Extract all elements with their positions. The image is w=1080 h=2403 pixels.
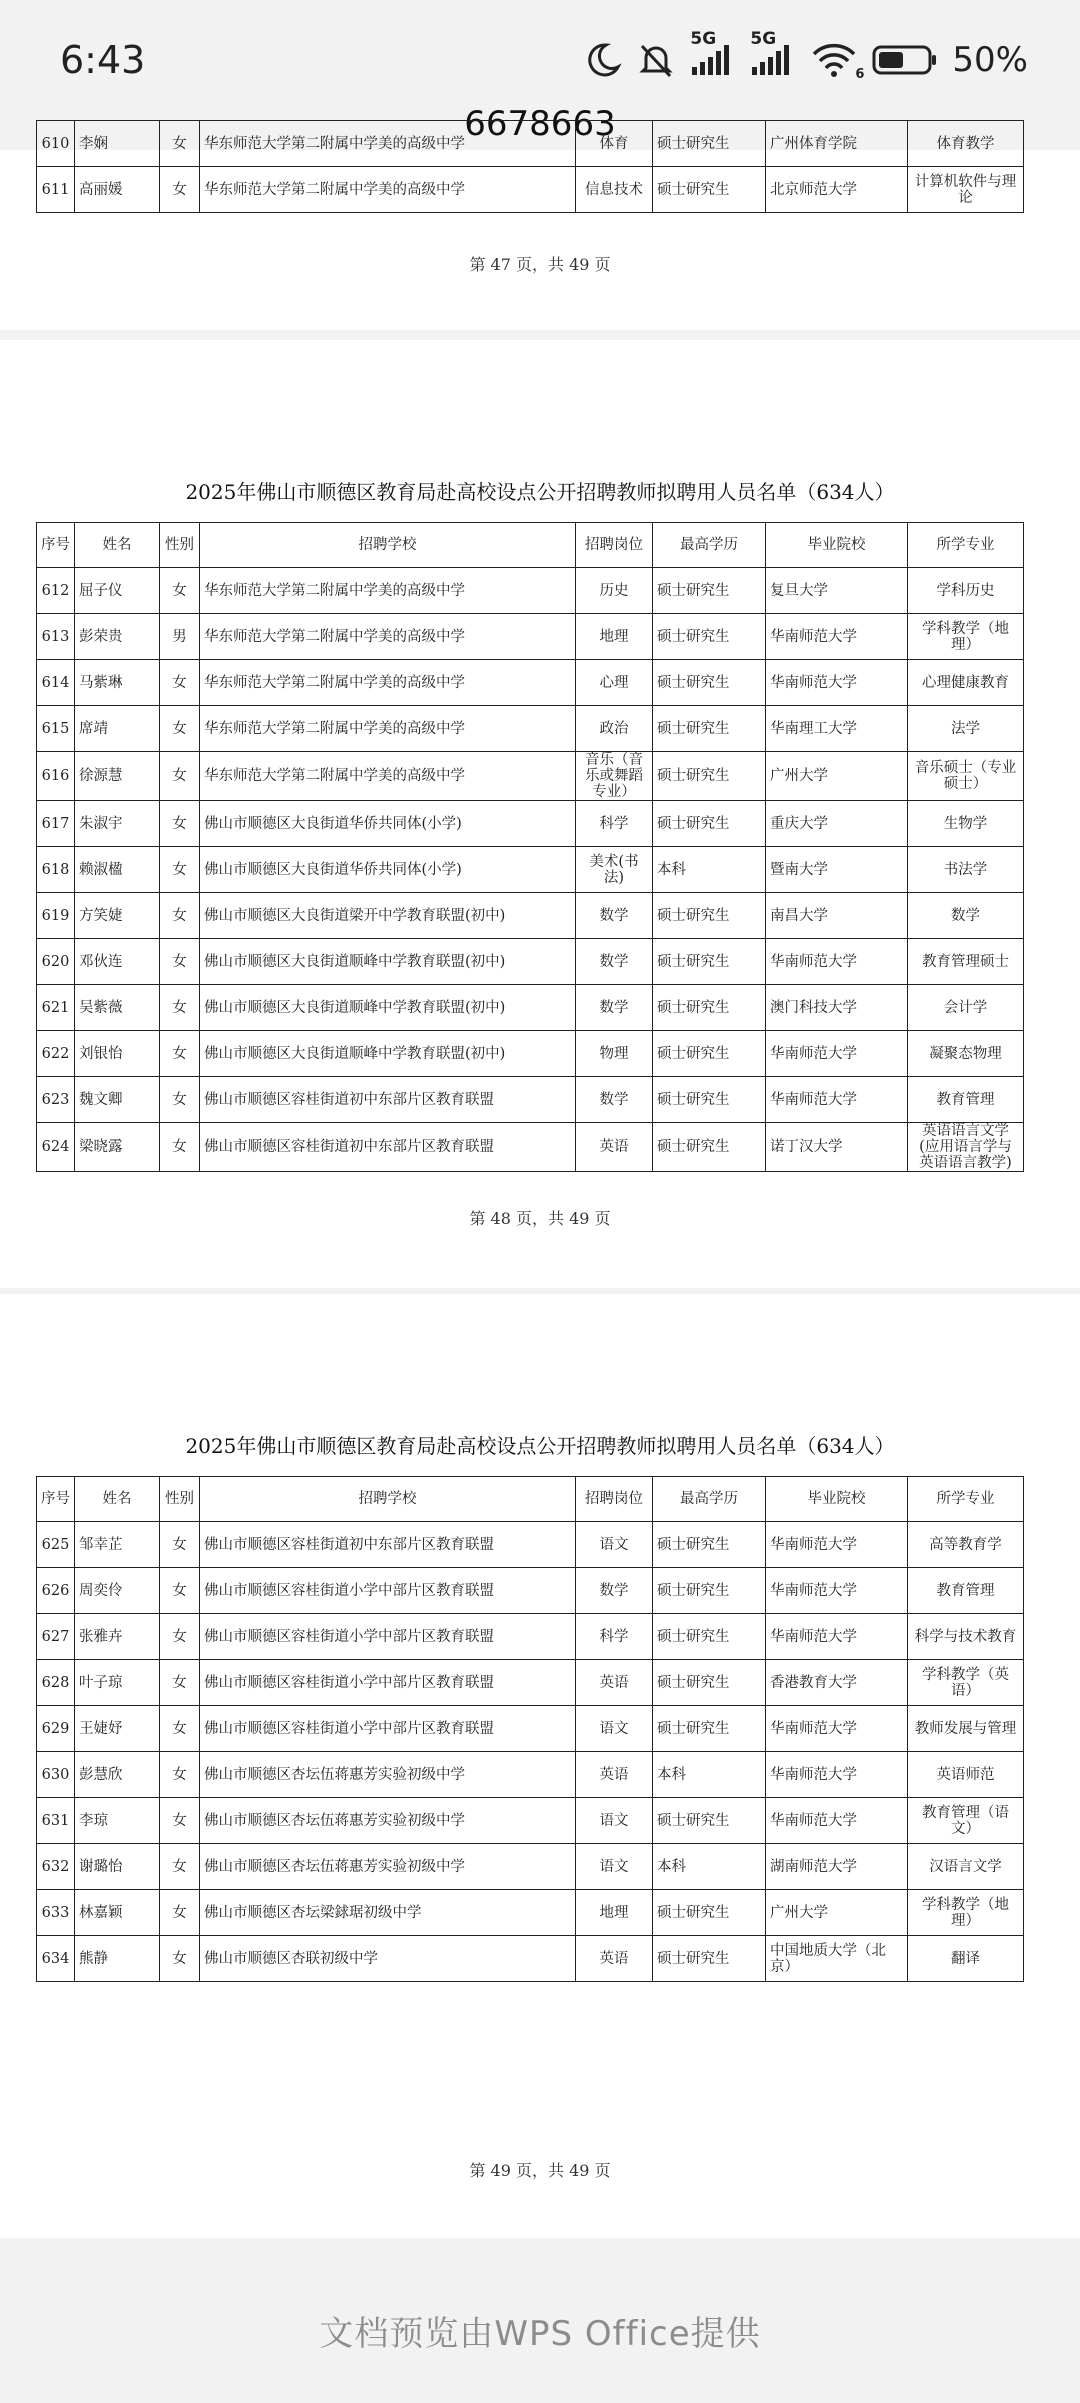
- page-49[interactable]: [0, 1294, 1080, 2238]
- cell-number: 618: [37, 847, 75, 893]
- cell-degree: 硕士研究生: [653, 568, 766, 614]
- column-header: 招聘学校: [200, 1477, 576, 1522]
- cell-school: 华东师范大学第二附属中学美的高级中学: [200, 614, 576, 660]
- column-header: 毕业院校: [766, 1477, 908, 1522]
- cell-major: 凝聚态物理: [908, 1031, 1024, 1077]
- cell-major: 科学与技术教育: [908, 1614, 1024, 1660]
- cell-school: 佛山市顺德区容桂街道小学中部片区教育联盟: [200, 1568, 576, 1614]
- cell-degree: 硕士研究生: [653, 1522, 766, 1568]
- cell-university: 华南师范大学: [766, 1614, 908, 1660]
- cell-number: 611: [37, 167, 75, 213]
- table-row: [37, 1522, 1024, 1568]
- mute-bell-icon: [636, 40, 676, 80]
- cell-school: 华东师范大学第二附属中学美的高级中学: [200, 121, 576, 167]
- cell-number: 623: [37, 1077, 75, 1123]
- cell-university: 华南师范大学: [766, 939, 908, 985]
- cell-university: 华南师范大学: [766, 1706, 908, 1752]
- column-header: 最高学历: [653, 1477, 766, 1522]
- column-header: 序号: [37, 1477, 75, 1522]
- page-47[interactable]: [0, 135, 1080, 330]
- table-row: [37, 985, 1024, 1031]
- cell-university: 华南理工大学: [766, 706, 908, 752]
- cell-name: 刘银怡: [75, 1031, 160, 1077]
- cell-degree: 硕士研究生: [653, 1031, 766, 1077]
- cell-name: 张雅卉: [75, 1614, 160, 1660]
- cell-degree: 硕士研究生: [653, 1706, 766, 1752]
- cell-university: 华南师范大学: [766, 1031, 908, 1077]
- cell-major: 计算机软件与理论: [908, 167, 1024, 213]
- cell-school: 华东师范大学第二附属中学美的高级中学: [200, 167, 576, 213]
- cell-major: 书法学: [908, 847, 1024, 893]
- cell-school: 佛山市顺德区杏坛梁銶琚初级中学: [200, 1890, 576, 1936]
- cell-university: 华南师范大学: [766, 1798, 908, 1844]
- cell-name: 李娴: [75, 121, 160, 167]
- cell-university: 华南师范大学: [766, 660, 908, 706]
- cell-major: 英语师范: [908, 1752, 1024, 1798]
- cell-major: 数学: [908, 893, 1024, 939]
- cell-degree: 硕士研究生: [653, 706, 766, 752]
- cell-school: 佛山市顺德区容桂街道小学中部片区教育联盟: [200, 1706, 576, 1752]
- cell-post: 英语: [576, 1123, 653, 1172]
- cell-major: 会计学: [908, 985, 1024, 1031]
- cell-school: 佛山市顺德区容桂街道初中东部片区教育联盟: [200, 1123, 576, 1172]
- cell-gender: 女: [160, 660, 200, 706]
- cell-degree: 硕士研究生: [653, 939, 766, 985]
- table-row: [37, 1031, 1024, 1077]
- cell-major: 教师发展与管理: [908, 1706, 1024, 1752]
- table-row: [37, 1706, 1024, 1752]
- cell-post: 科学: [576, 801, 653, 847]
- page-footer: 第 49 页，共 49 页: [469, 2161, 611, 2180]
- cell-number: 616: [37, 752, 75, 801]
- cell-number: 626: [37, 1568, 75, 1614]
- cell-name: 梁晓露: [75, 1123, 160, 1172]
- table-row: [37, 121, 1024, 167]
- cell-degree: 本科: [653, 1844, 766, 1890]
- cell-major: 学科教学（英语）: [908, 1660, 1024, 1706]
- table-header: [37, 523, 1024, 568]
- cell-major: 翻译: [908, 1936, 1024, 1982]
- cell-gender: 女: [160, 1752, 200, 1798]
- cell-post: 体育: [576, 121, 653, 167]
- cell-gender: 女: [160, 939, 200, 985]
- column-header: 招聘岗位: [576, 1477, 653, 1522]
- cell-degree: 硕士研究生: [653, 1798, 766, 1844]
- cell-number: 612: [37, 568, 75, 614]
- cell-gender: 女: [160, 167, 200, 213]
- column-header: 最高学历: [653, 523, 766, 568]
- cell-university: 广州体育学院: [766, 121, 908, 167]
- cell-university: 广州大学: [766, 752, 908, 801]
- cell-number: 619: [37, 893, 75, 939]
- wps-banner-text: 文档预览由WPS Office提供: [319, 2314, 761, 2354]
- cell-number: 627: [37, 1614, 75, 1660]
- cell-name: 高丽媛: [75, 167, 160, 213]
- table-row: [37, 1798, 1024, 1844]
- cell-name: 彭荣贵: [75, 614, 160, 660]
- cell-number: 610: [37, 121, 75, 167]
- cell-gender: 女: [160, 1123, 200, 1172]
- cell-post: 音乐（音乐或舞蹈专业）: [576, 752, 653, 801]
- cell-post: 英语: [576, 1936, 653, 1982]
- cell-university: 广州大学: [766, 1890, 908, 1936]
- cell-number: 628: [37, 1660, 75, 1706]
- cell-major: 生物学: [908, 801, 1024, 847]
- cell-university: 澳门科技大学: [766, 985, 908, 1031]
- column-header: 姓名: [75, 523, 160, 568]
- cell-university: 华南师范大学: [766, 1077, 908, 1123]
- cell-number: 631: [37, 1798, 75, 1844]
- cell-degree: 硕士研究生: [653, 1614, 766, 1660]
- battery-icon: [872, 44, 938, 76]
- table-row: [37, 1752, 1024, 1798]
- cell-gender: 女: [160, 568, 200, 614]
- cell-university: 中国地质大学（北京）: [766, 1936, 908, 1982]
- signal-1: [690, 29, 736, 77]
- cell-university: 南昌大学: [766, 893, 908, 939]
- column-header: 所学专业: [908, 1477, 1024, 1522]
- cell-name: 周奕伶: [75, 1568, 160, 1614]
- page-footer: 第 47 页，共 49 页: [469, 255, 611, 274]
- table-row: [37, 1936, 1024, 1982]
- cell-gender: 女: [160, 121, 200, 167]
- cell-school: 佛山市顺德区容桂街道小学中部片区教育联盟: [200, 1660, 576, 1706]
- cell-number: 614: [37, 660, 75, 706]
- table-header: [37, 1477, 1024, 1522]
- cell-university: 华南师范大学: [766, 614, 908, 660]
- wifi: [810, 42, 865, 82]
- wps-banner: [0, 2238, 1080, 2403]
- cell-gender: 女: [160, 752, 200, 801]
- table-row: [37, 893, 1024, 939]
- status-icons: [584, 29, 1028, 82]
- cell-university: 华南师范大学: [766, 1522, 908, 1568]
- cell-degree: 硕士研究生: [653, 985, 766, 1031]
- table-row: [37, 847, 1024, 893]
- cell-university: 湖南师范大学: [766, 1844, 908, 1890]
- cell-number: 622: [37, 1031, 75, 1077]
- cell-post: 政治: [576, 706, 653, 752]
- cell-university: 暨南大学: [766, 847, 908, 893]
- table-row: [37, 752, 1024, 801]
- cell-gender: 女: [160, 893, 200, 939]
- page-48[interactable]: [0, 340, 1080, 1288]
- cell-school: 佛山市顺德区大良街道华侨共同体(小学): [200, 847, 576, 893]
- cell-number: 624: [37, 1123, 75, 1172]
- column-header: 姓名: [75, 1477, 160, 1522]
- cell-degree: 硕士研究生: [653, 614, 766, 660]
- table-row: [37, 1614, 1024, 1660]
- cell-name: 邹幸芷: [75, 1522, 160, 1568]
- table-row: [37, 1123, 1024, 1172]
- column-header: 所学专业: [908, 523, 1024, 568]
- table-row: [37, 706, 1024, 752]
- cell-post: 物理: [576, 1031, 653, 1077]
- cell-post: 语文: [576, 1522, 653, 1568]
- cell-gender: 女: [160, 847, 200, 893]
- cell-post: 语文: [576, 1706, 653, 1752]
- cell-school: 佛山市顺德区杏坛伍蒋惠芳实验初级中学: [200, 1798, 576, 1844]
- cell-degree: 硕士研究生: [653, 801, 766, 847]
- cell-major: 学科教学（地理）: [908, 614, 1024, 660]
- table-row: [37, 1568, 1024, 1614]
- cell-degree: 硕士研究生: [653, 752, 766, 801]
- table-row: [37, 1077, 1024, 1123]
- cell-degree: 硕士研究生: [653, 660, 766, 706]
- cell-university: 华南师范大学: [766, 1752, 908, 1798]
- cell-gender: 女: [160, 1798, 200, 1844]
- document-title: 6678663: [464, 104, 616, 144]
- cell-post: 心理: [576, 660, 653, 706]
- cell-post: 地理: [576, 1890, 653, 1936]
- page-footer: 第 48 页，共 49 页: [469, 1209, 611, 1228]
- table-row: [37, 660, 1024, 706]
- cell-major: 教育管理: [908, 1077, 1024, 1123]
- cell-gender: 女: [160, 1706, 200, 1752]
- cell-school: 佛山市顺德区大良街道顺峰中学教育联盟(初中): [200, 939, 576, 985]
- column-header: 招聘学校: [200, 523, 576, 568]
- cell-name: 屈子仪: [75, 568, 160, 614]
- cell-number: 634: [37, 1936, 75, 1982]
- cell-gender: 女: [160, 1890, 200, 1936]
- table-row: [37, 614, 1024, 660]
- cell-post: 历史: [576, 568, 653, 614]
- cell-name: 马紫琳: [75, 660, 160, 706]
- cell-post: 信息技术: [576, 167, 653, 213]
- battery-percent: 50%: [952, 40, 1028, 80]
- cell-major: 教育管理硕士: [908, 939, 1024, 985]
- cell-gender: 女: [160, 1614, 200, 1660]
- cell-name: 方笑婕: [75, 893, 160, 939]
- cell-number: 632: [37, 1844, 75, 1890]
- cell-name: 熊静: [75, 1936, 160, 1982]
- cell-post: 语文: [576, 1844, 653, 1890]
- cell-gender: 女: [160, 1844, 200, 1890]
- cell-major: 英语语言文学(应用语言学与英语语言教学): [908, 1123, 1024, 1172]
- cell-degree: 硕士研究生: [653, 893, 766, 939]
- column-header: 性别: [160, 1477, 200, 1522]
- cell-major: 学科历史: [908, 568, 1024, 614]
- cell-gender: 男: [160, 614, 200, 660]
- cell-name: 徐源慧: [75, 752, 160, 801]
- cell-major: 教育管理: [908, 1568, 1024, 1614]
- cell-school: 佛山市顺德区容桂街道初中东部片区教育联盟: [200, 1522, 576, 1568]
- cell-gender: 女: [160, 1568, 200, 1614]
- cell-school: 佛山市顺德区容桂街道初中东部片区教育联盟: [200, 1077, 576, 1123]
- cell-name: 林嘉颖: [75, 1890, 160, 1936]
- cell-degree: 硕士研究生: [653, 1660, 766, 1706]
- cell-name: 邓伙连: [75, 939, 160, 985]
- cell-school: 佛山市顺德区大良街道华侨共同体(小学): [200, 801, 576, 847]
- cell-degree: 硕士研究生: [653, 1568, 766, 1614]
- cell-name: 叶子琼: [75, 1660, 160, 1706]
- cell-school: 佛山市顺德区大良街道顺峰中学教育联盟(初中): [200, 1031, 576, 1077]
- cell-name: 魏文卿: [75, 1077, 160, 1123]
- table-row: [37, 167, 1024, 213]
- cell-gender: 女: [160, 985, 200, 1031]
- cell-post: 数学: [576, 1568, 653, 1614]
- cell-name: 王婕妤: [75, 1706, 160, 1752]
- signal-2: [750, 29, 796, 77]
- cell-school: 华东师范大学第二附属中学美的高级中学: [200, 660, 576, 706]
- table-page-49: [36, 1476, 1024, 1982]
- cell-number: 615: [37, 706, 75, 752]
- column-header: 序号: [37, 523, 75, 568]
- cell-school: 佛山市顺德区杏坛伍蒋惠芳实验初级中学: [200, 1752, 576, 1798]
- cell-school: 佛山市顺德区杏坛伍蒋惠芳实验初级中学: [200, 1844, 576, 1890]
- table-row: [37, 1844, 1024, 1890]
- cell-gender: 女: [160, 1522, 200, 1568]
- cell-degree: 硕士研究生: [653, 167, 766, 213]
- cell-major: 心理健康教育: [908, 660, 1024, 706]
- cell-school: 华东师范大学第二附属中学美的高级中学: [200, 568, 576, 614]
- column-header: 毕业院校: [766, 523, 908, 568]
- cell-degree: 硕士研究生: [653, 1936, 766, 1982]
- wifi-label: 6: [855, 67, 865, 82]
- table-row: [37, 939, 1024, 985]
- column-header: 招聘岗位: [576, 523, 653, 568]
- cell-school: 佛山市顺德区大良街道梁开中学教育联盟(初中): [200, 893, 576, 939]
- cell-post: 英语: [576, 1752, 653, 1798]
- wifi-icon: [810, 42, 858, 78]
- cell-post: 地理: [576, 614, 653, 660]
- cell-gender: 女: [160, 1660, 200, 1706]
- cell-gender: 女: [160, 1936, 200, 1982]
- cell-number: 613: [37, 614, 75, 660]
- table-row: [37, 568, 1024, 614]
- cell-name: 吴紫薇: [75, 985, 160, 1031]
- cell-major: 法学: [908, 706, 1024, 752]
- network-label-1: 5G: [690, 29, 717, 49]
- cell-school: 佛山市顺德区杏联初级中学: [200, 1936, 576, 1982]
- cell-school: 佛山市顺德区容桂街道小学中部片区教育联盟: [200, 1614, 576, 1660]
- table-row: [37, 1890, 1024, 1936]
- cell-university: 北京师范大学: [766, 167, 908, 213]
- cell-number: 620: [37, 939, 75, 985]
- cell-name: 席靖: [75, 706, 160, 752]
- table-row: [37, 1660, 1024, 1706]
- cell-major: 体育教学: [908, 121, 1024, 167]
- cell-major: 教育管理（语文）: [908, 1798, 1024, 1844]
- cell-post: 美术(书法): [576, 847, 653, 893]
- cell-number: 621: [37, 985, 75, 1031]
- cell-major: 汉语言文学: [908, 1844, 1024, 1890]
- cell-post: 数学: [576, 893, 653, 939]
- cell-number: 625: [37, 1522, 75, 1568]
- cell-degree: 硕士研究生: [653, 1123, 766, 1172]
- cell-degree: 硕士研究生: [653, 1077, 766, 1123]
- cell-post: 数学: [576, 939, 653, 985]
- moon-icon: [584, 41, 622, 79]
- status-time: 6:43: [60, 38, 146, 82]
- cell-post: 语文: [576, 1798, 653, 1844]
- cell-post: 科学: [576, 1614, 653, 1660]
- cell-school: 佛山市顺德区大良街道顺峰中学教育联盟(初中): [200, 985, 576, 1031]
- network-label-2: 5G: [750, 29, 777, 49]
- table-page-47: [36, 120, 1024, 213]
- cell-gender: 女: [160, 1077, 200, 1123]
- cell-school: 华东师范大学第二附属中学美的高级中学: [200, 706, 576, 752]
- status-bar: [0, 0, 1080, 110]
- cell-post: 数学: [576, 1077, 653, 1123]
- cell-name: 彭慧欣: [75, 1752, 160, 1798]
- cell-post: 数学: [576, 985, 653, 1031]
- cell-name: 朱淑宇: [75, 801, 160, 847]
- cell-name: 赖淑楹: [75, 847, 160, 893]
- cell-gender: 女: [160, 706, 200, 752]
- cell-degree: 本科: [653, 847, 766, 893]
- cell-university: 重庆大学: [766, 801, 908, 847]
- cell-degree: 硕士研究生: [653, 121, 766, 167]
- cell-name: 谢璐怡: [75, 1844, 160, 1890]
- cell-school: 华东师范大学第二附属中学美的高级中学: [200, 752, 576, 801]
- page-title: 2025年佛山市顺德区教育局赴高校设点公开招聘教师拟聘用人员名单（634人）: [185, 1434, 895, 1458]
- table-page-48: [36, 522, 1024, 1172]
- table-row: [37, 801, 1024, 847]
- cell-post: 英语: [576, 1660, 653, 1706]
- cell-degree: 本科: [653, 1752, 766, 1798]
- cell-number: 617: [37, 801, 75, 847]
- cell-number: 633: [37, 1890, 75, 1936]
- cell-gender: 女: [160, 1031, 200, 1077]
- cell-major: 音乐硕士（专业硕士）: [908, 752, 1024, 801]
- column-header: 性别: [160, 523, 200, 568]
- cell-number: 630: [37, 1752, 75, 1798]
- cell-number: 629: [37, 1706, 75, 1752]
- cell-degree: 硕士研究生: [653, 1890, 766, 1936]
- page-title: 2025年佛山市顺德区教育局赴高校设点公开招聘教师拟聘用人员名单（634人）: [185, 480, 895, 504]
- cell-major: 高等教育学: [908, 1522, 1024, 1568]
- cell-university: 香港教育大学: [766, 1660, 908, 1706]
- cell-university: 华南师范大学: [766, 1568, 908, 1614]
- cell-university: 诺丁汉大学: [766, 1123, 908, 1172]
- cell-university: 复旦大学: [766, 568, 908, 614]
- cell-major: 学科教学（地理）: [908, 1890, 1024, 1936]
- cell-name: 李琼: [75, 1798, 160, 1844]
- cell-gender: 女: [160, 801, 200, 847]
